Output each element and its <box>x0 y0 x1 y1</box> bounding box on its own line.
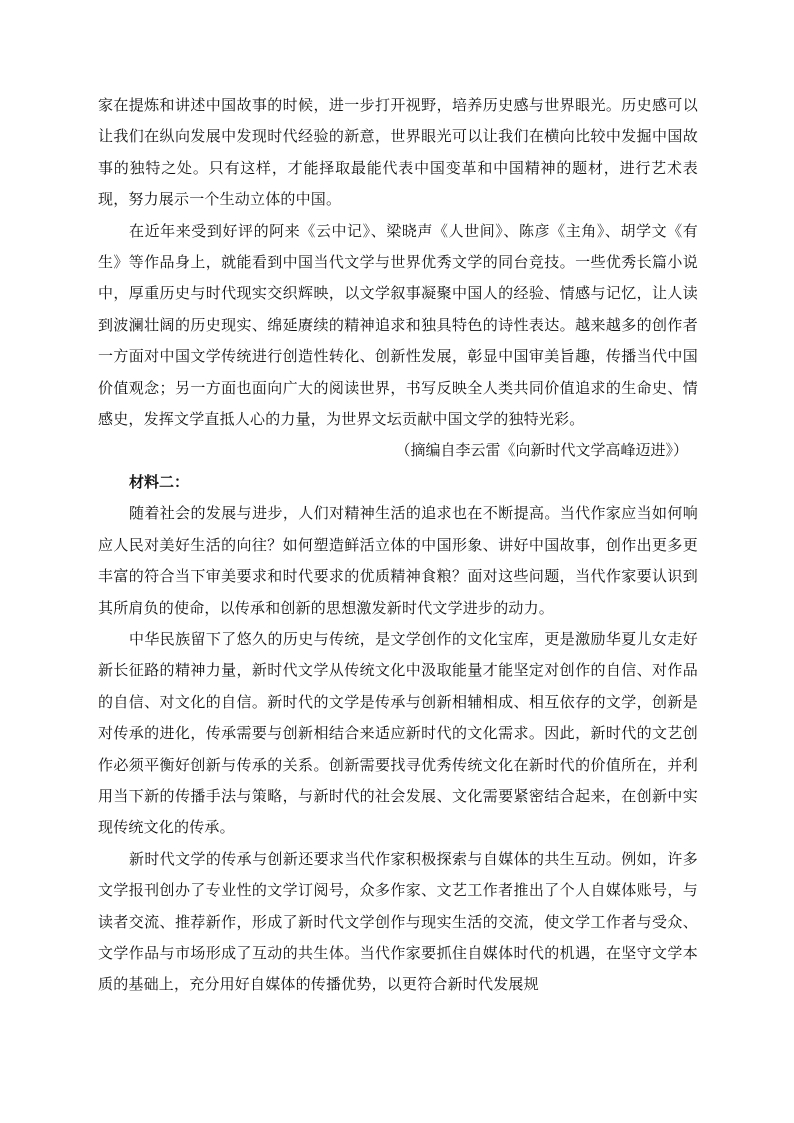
paragraph-continued: 家在提炼和讲述中国故事的时候，进一步打开视野，培养历史感与世界眼光。历史感可以让我们在纵向发展中发现时代经验的新意，世界眼光可以让我们在横向比较中发掘中国故事的独特之处。只有这样，才能择取最能代表中国变革和中国精神的题材，进行艺术表现，努力展示一个生动立体的中国。 <box>98 96 698 209</box>
section-heading-material-two: 材料二： <box>129 472 190 491</box>
paragraph-contemporary-works: 在近年来受到好评的阿来《云中记》、梁晓声《人世间》、陈彦《主角》、胡学文《有生》等作品身上，就能看到中国当代文学与世界优秀文学的同台竞技。一些优秀长篇小说中，厚重历史与时代现实交织辉映，以文学叙事凝聚中国人的经验、情感与记忆，让人读到波澜壮阔的历史现实、绵延赓续的精神追求和独具特色的诗性表达。越来越多的创作者一方面对中国文学传统进行创造性转化、创新性发展，彰显中国审美旨趣，传播当代中国价值观念；另一方面也面向广大的阅读世界，书写反映全人类共同价值追求的生命史、情感史，发挥文学直抵人心的力量，为世界文坛贡献中国文学的独特光彩。 <box>98 221 698 429</box>
paragraph-self-media: 新时代文学的传承与创新还要求当代作家积极探索与自媒体的共生互动。例如，许多文学报刊创办了专业性的文学订阅号，众多作家、文艺工作者推出了个人自媒体账号，与读者交流、推荐新作，形成了新时代文学创作与现实生活的交流，使文学工作者与受众、文学作品与市场形成了互动的共生体。当代作家要抓住自媒体时代的机遇，在坚守文学本质的基础上，充分用好自媒体的传播优势，以更符合新时代发展规 <box>98 849 698 994</box>
document-page <box>98 90 698 1001</box>
paragraph-tradition-innovation: 中华民族留下了悠久的历史与传统，是文学创作的文化宝库，更是激励华夏儿女走好新长征路的精神力量，新时代文学从传统文化中汲取能量才能坚定对创作的自信、对作品的自信、对文化的自信。新时代的文学是传承与创新相辅相成、相互依存的文学，创新是对传承的进化，传承需要与创新相结合来适应新时代的文化需求。因此，新时代的文艺创作必须平衡好创新与传承的关系。创新需要找寻优秀传统文化在新时代的价值所在，并利用当下新的传播手法与策略，与新时代的社会发展、文化需要紧密结合起来，在创新中实现传统文化的传承。 <box>98 629 698 837</box>
source-citation: （摘编自李云雷《向新时代文学高峰迈进》） <box>395 441 688 460</box>
paragraph-social-progress: 随着社会的发展与进步，人们对精神生活的追求也在不断提高。当代作家应当如何响应人民对美好生活的向往？如何塑造鲜活立体的中国形象、讲好中国故事，创作出更多更丰富的符合当下审美要求和时代要求的优质精神食粮？面对这些问题，当代作家要认识到其所肩负的使命，以传承和创新的思想激发新时代文学进步的动力。 <box>98 504 698 617</box>
